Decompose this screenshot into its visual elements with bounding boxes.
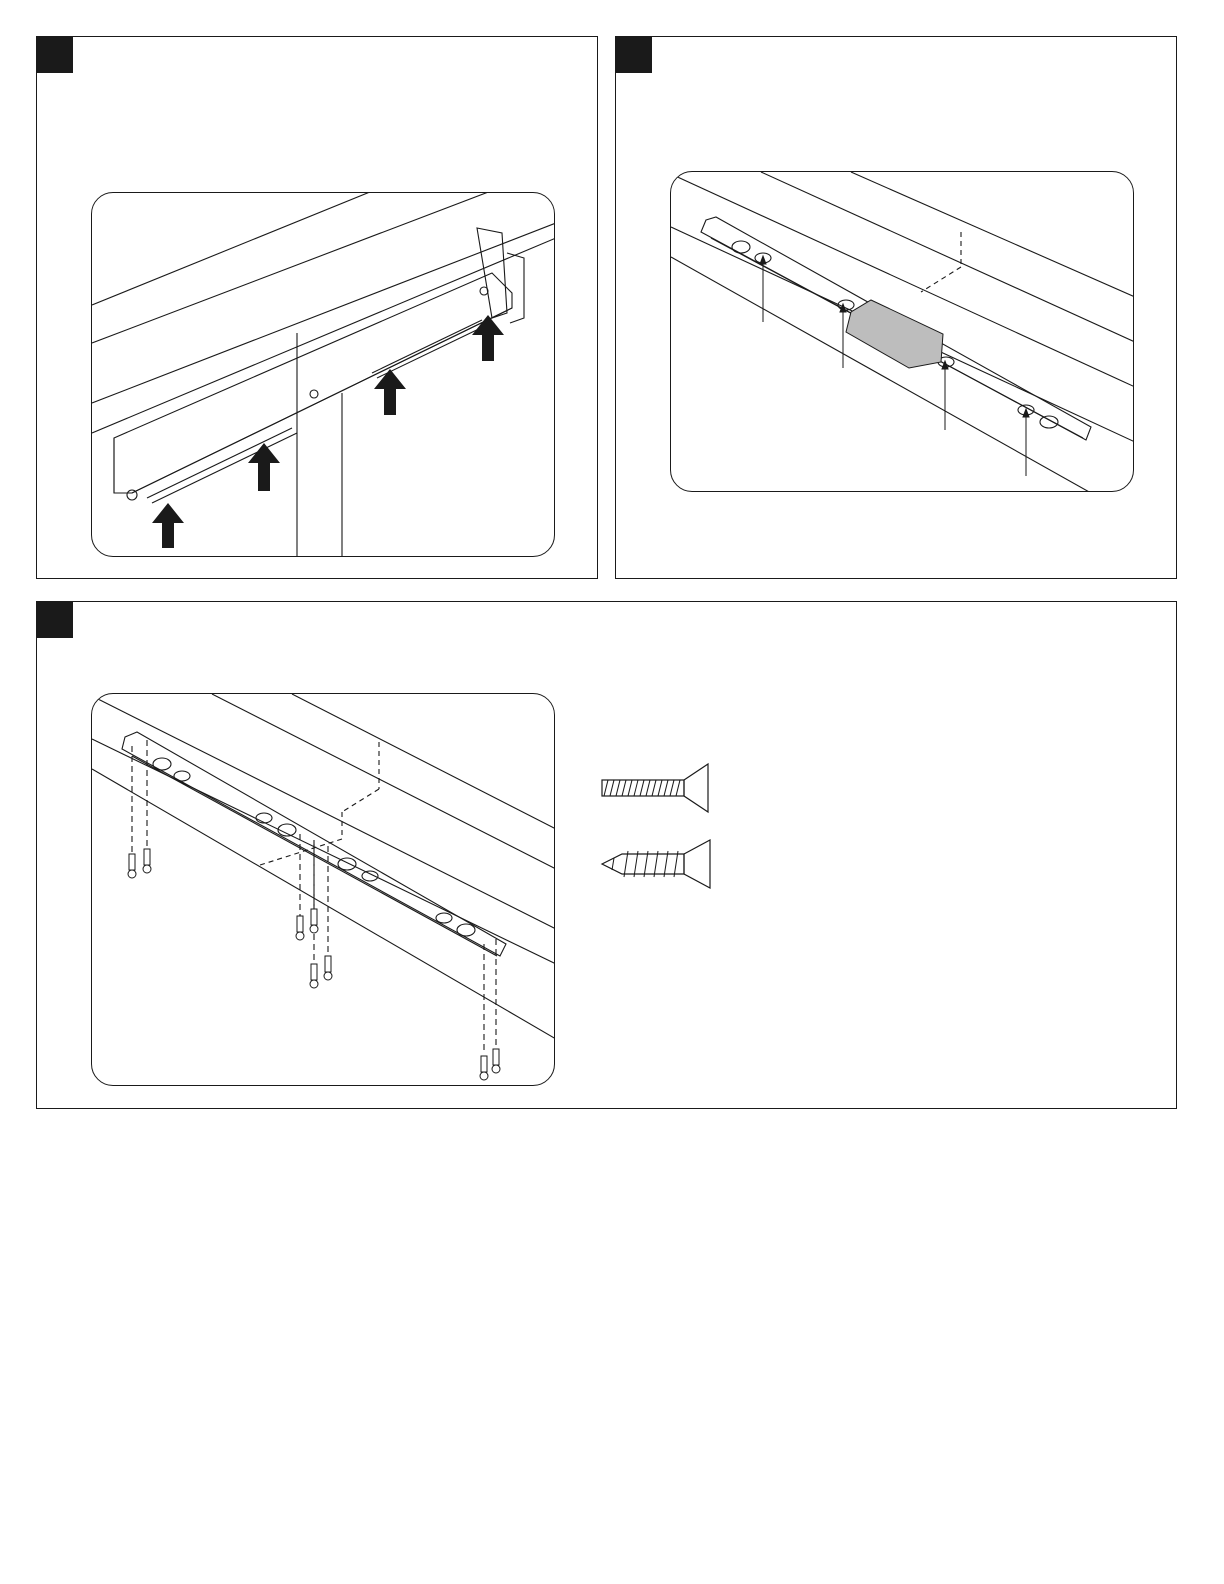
up-arrow-icon (152, 503, 184, 548)
screw-head (324, 972, 332, 980)
screw-head (127, 490, 137, 500)
step-number-badge (37, 602, 73, 638)
machine-screw-icon (600, 762, 712, 814)
bracket-hole (436, 913, 452, 923)
rail-edge-line (761, 172, 1134, 342)
step-3-illustration (91, 693, 555, 1086)
callout-arrows (760, 256, 1029, 476)
splice-connector (846, 300, 943, 368)
rail-edge-line (92, 193, 512, 343)
wood-screw-icon (600, 838, 712, 890)
valance-cover (114, 273, 512, 493)
rail-edge-line (92, 696, 555, 929)
bracket-holes-drawing (671, 172, 1134, 492)
screw-icon (325, 956, 331, 972)
up-arrow-icon (248, 443, 280, 491)
screw-head (310, 925, 318, 933)
hidden-seam (342, 789, 379, 812)
screw-head (310, 980, 318, 988)
screw-head (128, 870, 136, 878)
step-panel-2 (615, 36, 1177, 579)
screw-icon (297, 916, 303, 932)
cover-channel (372, 320, 482, 373)
bracket-slot (153, 758, 171, 770)
up-arrow-icon (374, 369, 406, 415)
screw-icon (311, 909, 317, 925)
step-panel-1 (36, 36, 598, 579)
step-number-badge (616, 37, 652, 73)
callout-arrow-icon (760, 256, 766, 264)
bracket-slot (457, 924, 475, 936)
bracket-hole (256, 813, 272, 823)
rail-edge-line (851, 172, 1134, 297)
step-1-illustration (91, 192, 555, 557)
step-panel-3 (36, 601, 1177, 1109)
screw-icon (493, 1049, 499, 1065)
screw-head (143, 865, 151, 873)
screw-icon (311, 964, 317, 980)
rail-edge-line (92, 193, 392, 305)
screw-head (310, 390, 318, 398)
cover-channel (152, 433, 297, 503)
step-number-badge (37, 37, 73, 73)
rail-edge-line (671, 257, 1091, 492)
hardware-machine-screw (600, 762, 712, 814)
cover-channel (377, 325, 487, 378)
rail-edge-line (92, 223, 555, 403)
bracket-screws-drawing (92, 694, 555, 1086)
raise-cover-drawing (92, 193, 555, 557)
up-arrows (152, 315, 504, 548)
screw-head (480, 1072, 488, 1080)
screw-icon (144, 849, 150, 865)
callout-arrow-icon (1023, 409, 1029, 417)
rail-edge-line (292, 694, 555, 829)
screw-icon (129, 854, 135, 870)
bracket-slot (1040, 416, 1058, 428)
screw-head (492, 1065, 500, 1073)
step-2-illustration (670, 171, 1134, 492)
bracket-slot (338, 858, 356, 870)
rail-edge-line (92, 769, 555, 1039)
screw-icon (481, 1056, 487, 1072)
end-cap-flange (507, 253, 524, 323)
bracket-slot (732, 241, 750, 253)
screw-head (296, 932, 304, 940)
hidden-seam (921, 267, 961, 292)
hardware-wood-screw (600, 838, 712, 890)
screw-head (480, 287, 488, 295)
bracket-hole (174, 771, 190, 781)
